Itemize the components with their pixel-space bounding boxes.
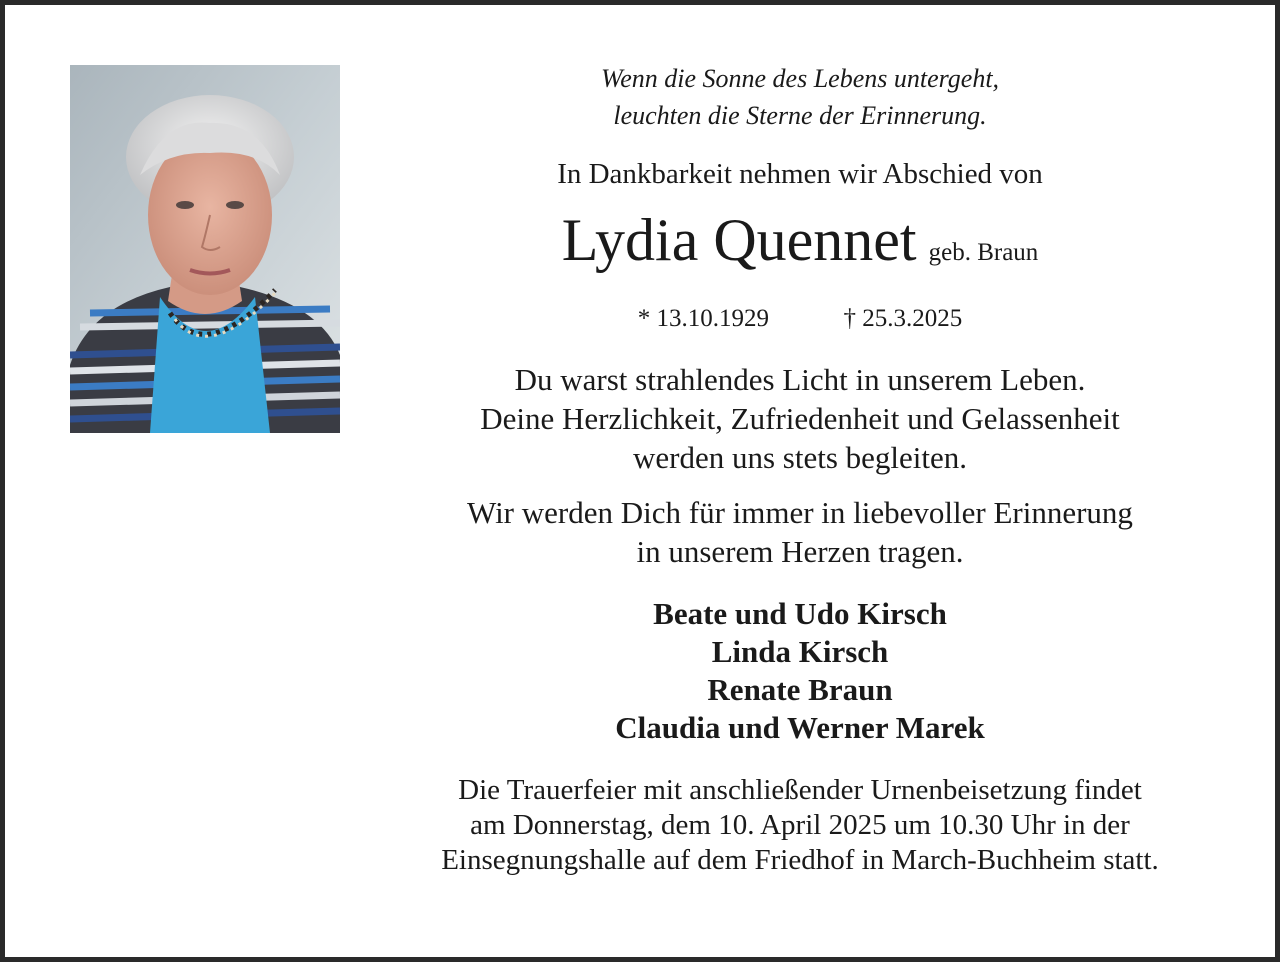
tribute-line: werden uns stets begleiten. — [632, 440, 968, 475]
remembrance-line: Wir werden Dich für immer in liebevoller Erinnerung — [467, 495, 1133, 530]
remembrance-line: in unserem Herzen tragen. — [636, 534, 964, 569]
family-signatures — [345, 595, 1255, 747]
tribute-line: Du warst strahlendes Licht in unserem Leben. — [514, 362, 1086, 397]
tribute-line: Deine Herzlichkeit, Zufriedenheit und Gelassenheit — [480, 401, 1120, 436]
intro-text: In Dankbarkeit nehmen wir Abschied von — [557, 158, 1043, 190]
ceremony-line: Einsegnungshalle auf dem Friedhof in March-Buchheim statt. — [441, 844, 1159, 876]
deceased-name: Lydia Quennet — [561, 207, 917, 273]
remembrance-text — [345, 493, 1255, 571]
portrait-photo — [70, 65, 340, 433]
motto-line: leuchten die Sterne der Erinnerung. — [613, 101, 987, 130]
motto-line: Wenn die Sonne des Lebens untergeht, — [600, 64, 1000, 93]
birth-date: * 13.10.1929 — [637, 305, 769, 332]
family-member: Beate und Udo Kirsch — [653, 596, 947, 631]
ceremony-line: am Donnerstag, dem 10. April 2025 um 10.30 Uhr in der — [470, 809, 1130, 841]
ceremony-line: Die Trauerfeier mit anschließender Urnenbeisetzung findet — [458, 774, 1142, 806]
tribute-text — [345, 360, 1255, 477]
death-date: † 25.3.2025 — [843, 305, 963, 332]
maiden-name: geb. Braun — [928, 239, 1039, 266]
family-member: Linda Kirsch — [711, 634, 889, 669]
motto — [345, 60, 1255, 134]
ceremony-info — [345, 773, 1255, 878]
family-member: Renate Braun — [707, 672, 893, 707]
life-dates — [345, 302, 1255, 336]
family-member: Claudia und Werner Marek — [615, 710, 985, 745]
deceased-name-line — [345, 206, 1255, 290]
notice-text — [345, 60, 1255, 878]
